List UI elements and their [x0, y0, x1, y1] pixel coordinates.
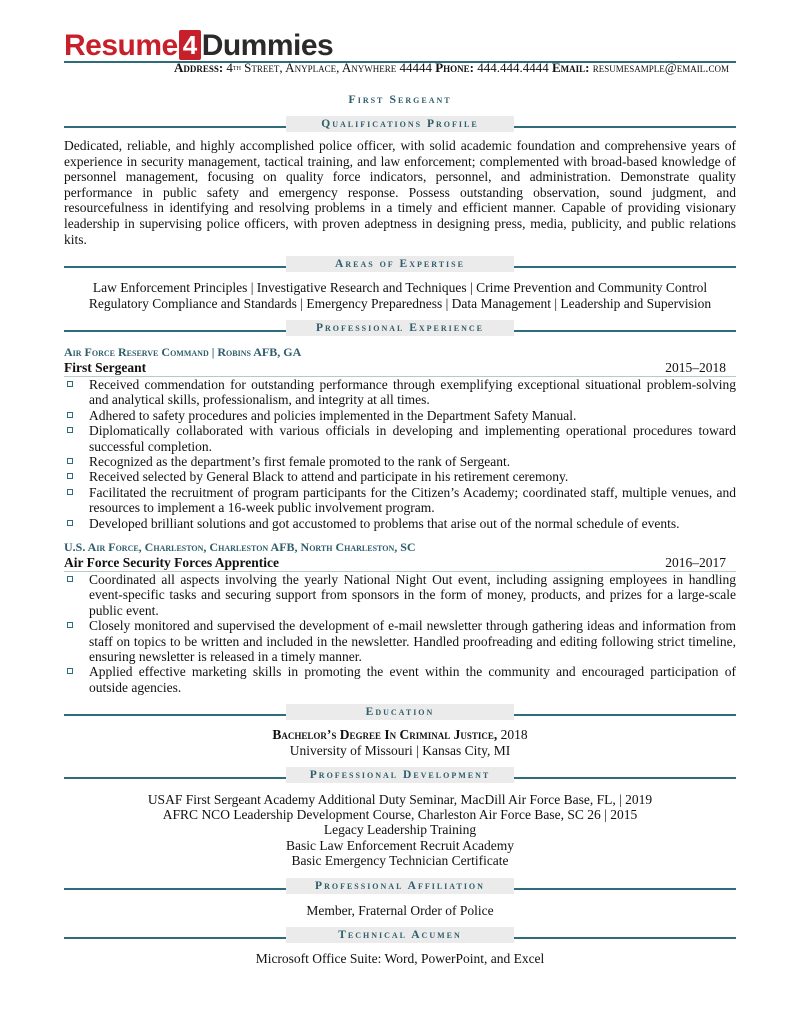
expertise-line-1: Law Enforcement Principles | Investigative Research and Techniques | Crime Prevention and Community Control [92, 280, 708, 295]
contact-line [64, 59, 729, 77]
bullet-text: Adhered to safety procedures and policies implemented in the Department Safety Manual. [89, 407, 577, 423]
role-row-2 [64, 555, 726, 571]
address-label: Address: [173, 60, 224, 75]
list-item [64, 408, 736, 423]
section-title: Professional Development [286, 767, 514, 783]
education-school: University of Missouri | Kansas City, MI [289, 743, 511, 758]
list-item [64, 516, 736, 531]
list-item [64, 618, 736, 664]
section-header-qualifications [64, 116, 736, 132]
development-item: USAF First Sergeant Academy Additional Duty Seminar, MacDill Air Force Base, FL, | 2019 [147, 792, 653, 807]
logo-word-dummies: Dummies [201, 29, 334, 62]
logo-badge: 4 [179, 30, 201, 60]
square-bullet-icon [67, 473, 73, 479]
square-bullet-icon [67, 489, 73, 495]
square-bullet-icon [67, 381, 73, 387]
qualifications-paragraph: Dedicated, reliable, and highly accomplished police officer, with solid academic foundation and comprehensive years of experience in security management, tactical training, and law enforcement; complemented with broad-based knowledge of personnel management, focusing on quality force indicators, personnel, and administration. Demonstrate quality performance in public safety and emergency response. Possess outstanding observation, sound judgment, and resourcefulness in identifying and resolving problems in a timely and efficient manner. Capable of providing visionary leadership in supervising police officers, with proven adeptness in designing press, media, publicity, and public relations kits. [64, 138, 736, 247]
role-title: Air Force Security Forces Apprentice [64, 555, 279, 570]
square-bullet-icon [67, 668, 73, 674]
bullet-text: Diplomatically collaborated with various officials in developing and implementing operational procedures toward successful completion. [89, 423, 736, 454]
list-item [64, 423, 736, 454]
square-bullet-icon [67, 520, 73, 526]
section-header-expertise [64, 256, 736, 272]
bullet-text: Closely monitored and supervised the development of e-mail newsletter through gathering ideas and information from staff on topics to be written and included in the newsletter. Handled proofreading and editing following strict timeline, ensuring newsletter is released in a timely manner. [89, 618, 736, 665]
list-item [64, 664, 736, 695]
bullet-text: Applied effective marketing skills in promoting the event within the community and encouraged participation of outside agencies. [89, 664, 736, 695]
development-item: Legacy Leadership Training [323, 822, 477, 837]
section-header-experience [64, 320, 736, 336]
square-bullet-icon [67, 622, 73, 628]
role-title: First Sergeant [64, 360, 147, 375]
degree-year: 2018 [500, 727, 528, 742]
development-item: Basic Law Enforcement Recruit Academy [286, 838, 514, 853]
bullet-text: Facilitated the recruitment of program participants for the Citizen’s Academy; coordinated staff, multiple venues, and resources to implement a 16-week public involvement program. [89, 484, 736, 516]
list-item [64, 454, 736, 469]
education-degree-line [0, 727, 800, 743]
list-item [64, 469, 736, 484]
phone-label: Phone: [435, 60, 475, 75]
section-header-technical [64, 927, 736, 943]
section-header-education [64, 704, 736, 720]
degree-name: Bachelor’s Degree In Criminal Justice, [272, 727, 498, 742]
resume4dummies-logo [64, 30, 333, 62]
section-title: Professional Affiliation [286, 878, 514, 894]
employer-2: U.S. Air Force, Charleston, Charleston AFB, North Charleston, SC [64, 540, 416, 554]
square-bullet-icon [67, 427, 73, 433]
employer-1: Air Force Reserve Command | Robins AFB, GA [64, 345, 302, 359]
address-value: Street, Anyplace, Anywhere 44444 [244, 60, 432, 75]
square-bullet-icon [67, 576, 73, 582]
phone-value: 444.444.4444 [477, 60, 549, 75]
bullet-text: Received selected by General Black to attend and participate in his retirement ceremony. [89, 469, 569, 485]
bullets-job-1 [64, 377, 736, 531]
square-bullet-icon [67, 412, 73, 418]
development-item: AFRC NCO Leadership Development Course, Charleston Air Force Base, SC 26 | 2015 [162, 807, 638, 822]
list-item [64, 377, 736, 408]
expertise-line-2: Regulatory Compliance and Standards | Emergency Preparedness | Data Management | Leadership and Supervision [88, 296, 712, 311]
role-dates: 2015–2018 [665, 360, 726, 375]
square-bullet-icon [67, 458, 73, 464]
bullet-text: Recognized as the department’s first female promoted to the rank of Sergeant. [89, 454, 511, 470]
section-title: Areas of Expertise [286, 256, 514, 272]
list-item [64, 485, 736, 516]
bullet-text: Received commendation for outstanding performance through exemplifying exceptional situational problem-solving and analytical skills, professionalism, and integrity at all times. [89, 377, 736, 408]
address-number: 4 [226, 60, 233, 75]
role-dates: 2016–2017 [665, 555, 726, 570]
bullet-text: Developed brilliant solutions and got accustomed to problems that arise out of the normal schedule of events. [89, 515, 680, 531]
section-title: Qualifications Profile [286, 116, 514, 132]
email-value: resumesample@email.com [592, 60, 729, 75]
address-suffix: th [232, 63, 241, 72]
section-title: Education [286, 704, 514, 720]
section-title: Professional Experience [286, 320, 514, 336]
technical-text: Microsoft Office Suite: Word, PowerPoint, and Excel [255, 951, 545, 966]
logo-word-resume: Resume [64, 29, 178, 62]
section-header-development [64, 767, 736, 783]
bullet-text: Coordinated all aspects involving the yearly National Night Out event, including assigning employees in handling event-specific tasks and securing support from sponsors in the form of money, products, and prizes for a large-scale public event. [89, 572, 736, 618]
email-label: Email: [552, 60, 590, 75]
section-title: Technical Acumen [286, 927, 514, 943]
section-header-affiliation [64, 878, 736, 894]
job-title: First Sergeant [348, 92, 452, 106]
development-item: Basic Emergency Technician Certificate [291, 853, 509, 868]
bullets-job-2 [64, 572, 736, 695]
list-item [64, 572, 736, 618]
affiliation-text: Member, Fraternal Order of Police [306, 903, 494, 918]
role-row-1 [64, 360, 726, 376]
